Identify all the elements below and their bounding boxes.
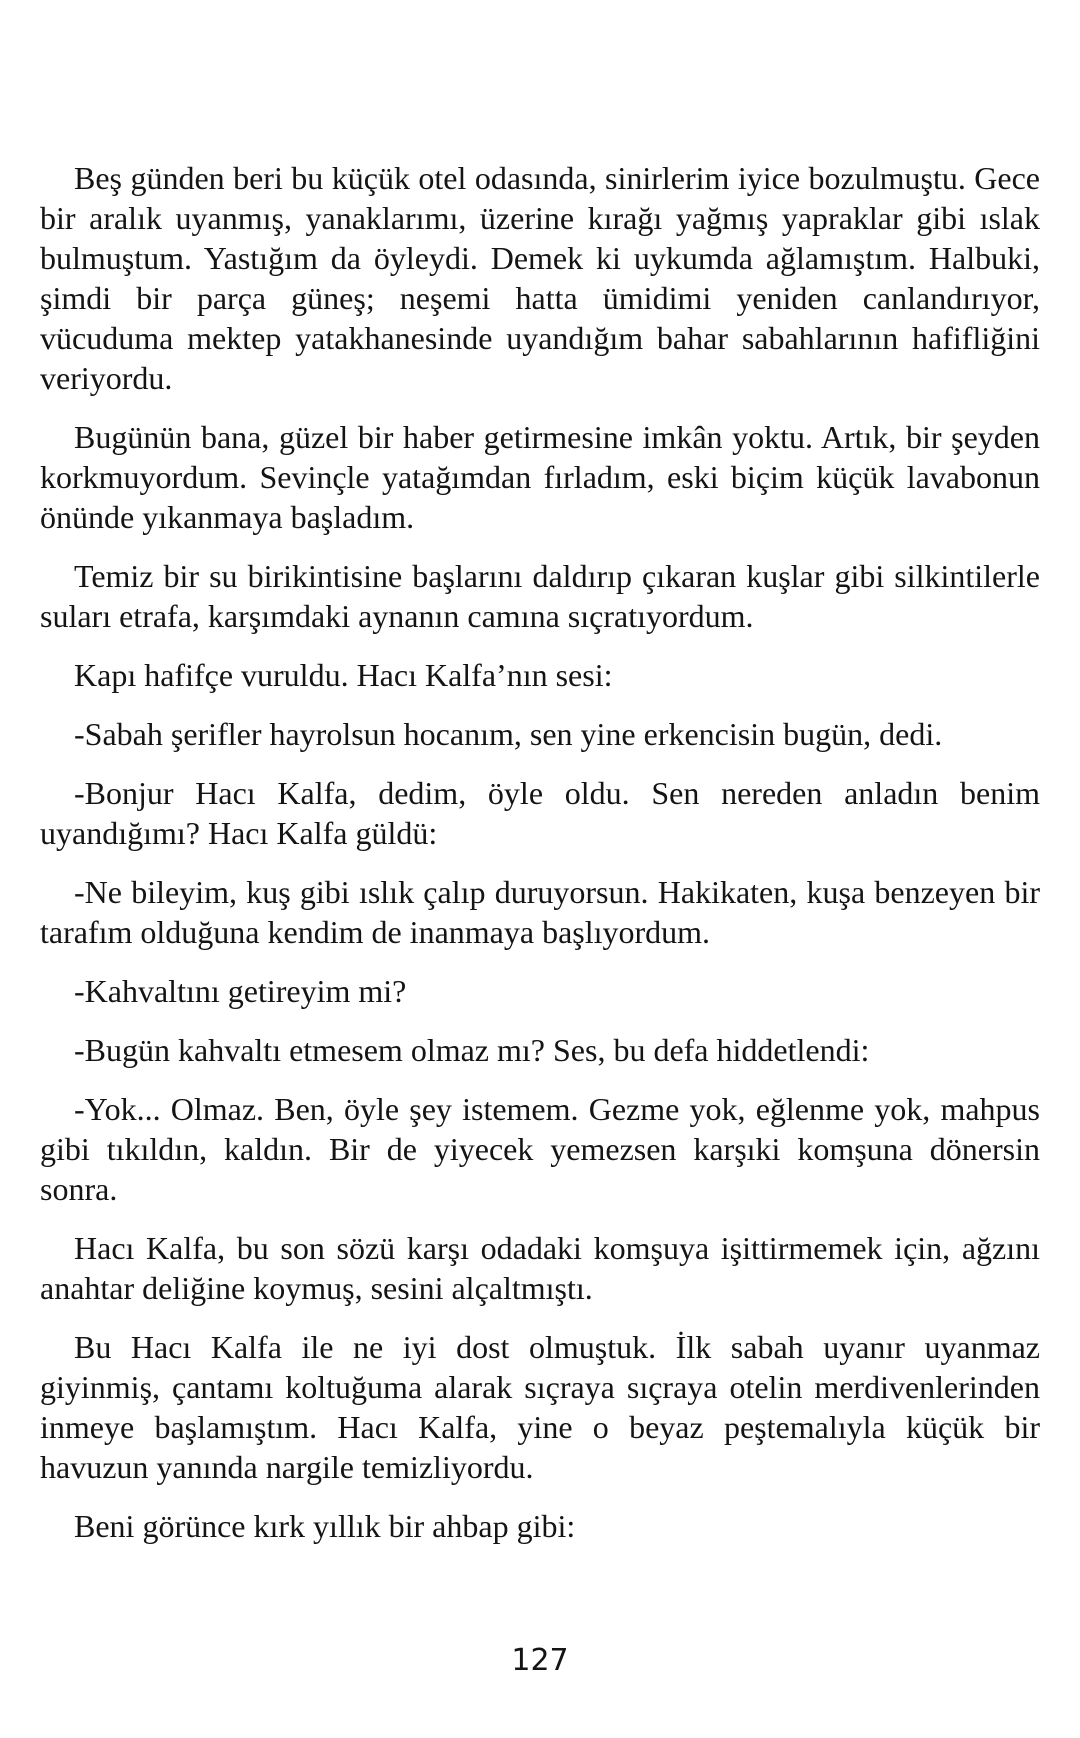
paragraph-5: -Sabah şerifler hayrolsun hocanım, sen yine erkencisin bugün, dedi. [74, 716, 943, 752]
body-text [40, 158, 1040, 1565]
paragraph-7: -Ne bileyim, kuş gibi ıslık çalıp duruyorsun. Hakikaten, kuşa benzeyen bir tarafım olduğuna kendim de inanmaya başlıyordum. [40, 874, 1040, 950]
paragraph-9: -Bugün kahvaltı etmesem olmaz mı? Ses, bu defa hiddetlendi: [74, 1032, 870, 1068]
paragraph-8: -Kahvaltını getireyim mi? [74, 973, 407, 1009]
paragraph-3: Temiz bir su birikintisine başlarını daldırıp çıkaran kuşlar gibi silkintilerle suları etrafa, karşımdaki aynanın camına sıçratıyordum. [40, 558, 1040, 634]
paragraph-2: Bugünün bana, güzel bir haber getirmesine imkân yoktu. Artık, bir şeyden korkmuyordum. Sevinçle yatağımdan fırladım, eski biçim küçük lavabonun önünde yıkanmaya başladım. [40, 419, 1040, 535]
page-number: 127 [511, 1643, 569, 1678]
paragraph-12: Bu Hacı Kalfa ile ne iyi dost olmuştuk. İlk sabah uyanır uyanmaz giyinmiş, çantamı koltuğuma alarak sıçraya sıçraya otelin merdivenlerinden inmeye başlamıştım. Hacı Kalfa, yine o beyaz peştemalıyla küçük bir havuzun yanında nargile temizliyordu. [40, 1329, 1040, 1485]
paragraph-13: Beni görünce kırk yıllık bir ahbap gibi: [74, 1508, 576, 1544]
paragraph-10: -Yok... Olmaz. Ben, öyle şey istemem. Gezme yok, eğlenme yok, mahpus gibi tıkıldın, kaldın. Bir de yiyecek yemezsen karşıki komşuna dönersin sonra. [40, 1091, 1040, 1207]
paragraph-1: Beş günden beri bu küçük otel odasında, sinirlerim iyice bozulmuştu. Gece bir aralık uyanmış, yanaklarımı, üzerine kırağı yağmış yapraklar gibi ıslak bulmuştum. Yastığım da öyleydi. Demek ki uykumda ağlamıştım. Halbuki, şimdi bir parça güneş; neşemi hatta ümidimi yeniden canlandırıyor, vücuduma mektep yatakhanesinde uyandığım bahar sabahlarının hafifliğini veriyordu. [40, 160, 1040, 396]
paragraph-11: Hacı Kalfa, bu son sözü karşı odadaki komşuya işittirmemek için, ağzını anahtar deliğine koymuş, sesini alçaltmıştı. [40, 1230, 1040, 1306]
paragraph-6: -Bonjur Hacı Kalfa, dedim, öyle oldu. Sen nereden anladın benim uyandığımı? Hacı Kalfa güldü: [40, 775, 1040, 851]
paragraph-4: Kapı hafifçe vuruldu. Hacı Kalfa’nın sesi: [74, 657, 613, 693]
